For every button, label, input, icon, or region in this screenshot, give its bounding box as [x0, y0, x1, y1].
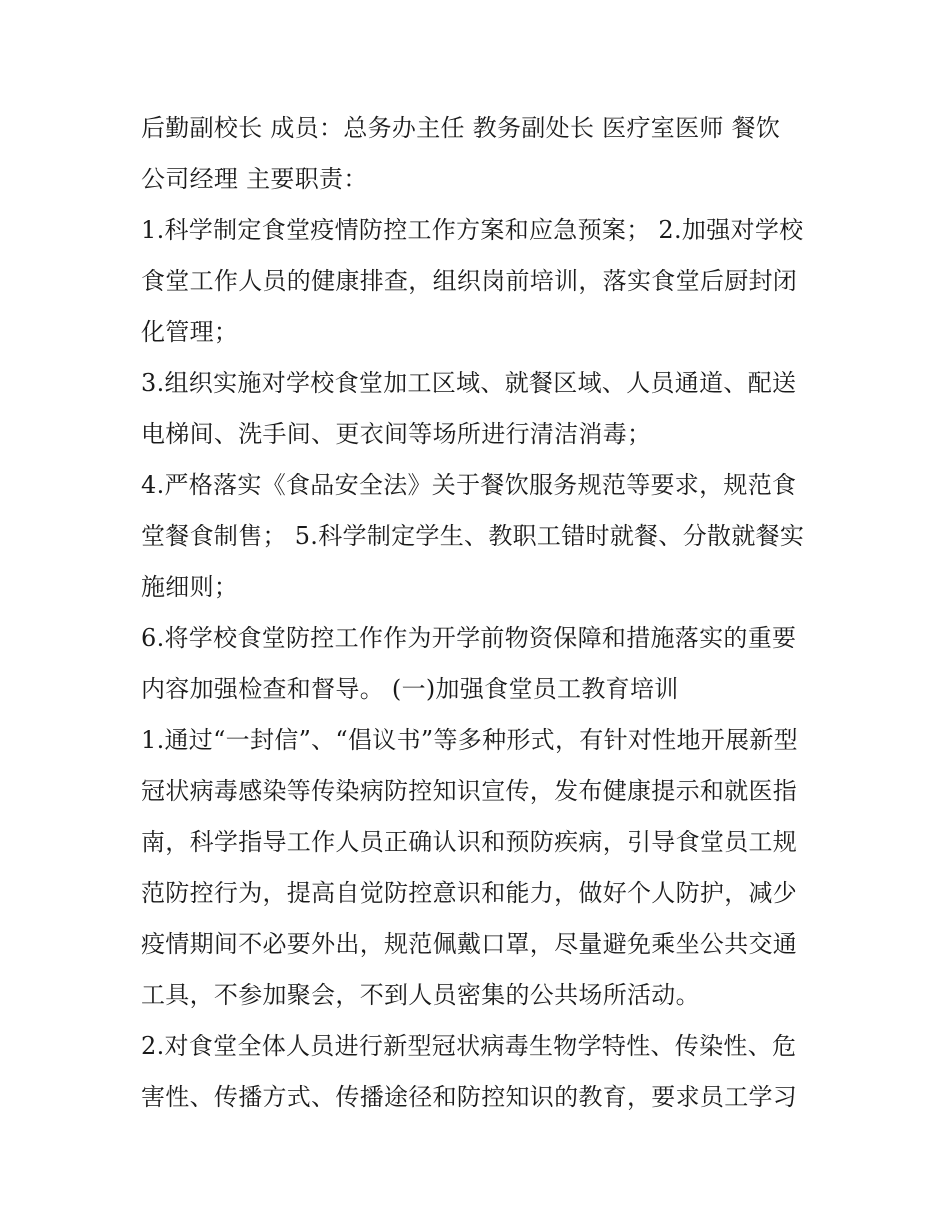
text-line: 3.组织实施对学校食堂加工区域、就餐区域、人员通道、配送	[141, 369, 797, 397]
text-line: 堂餐食制售； 5.科学制定学生、教职工错时就餐、分散就餐实	[141, 522, 805, 550]
text-line: 4.严格落实《食品安全法》关于餐饮服务规范等要求，规范食	[141, 471, 797, 499]
text-line: 食堂工作人员的健康排查，组织岗前培训，落实食堂后厨封闭	[141, 267, 798, 295]
text-line: 工具，不参加聚会，不到人员密集的公共场所活动。	[141, 981, 700, 1009]
text-line: 冠状病毒感染等传染病防控知识宣传，发布健康提示和就医指	[141, 777, 798, 805]
text-line: 疫情期间不必要外出，规范佩戴口罩，尽量避免乘坐公共交通	[141, 930, 798, 958]
text-line: 内容加强检查和督导。 (一)加强食堂员工教育培训	[141, 675, 679, 703]
text-line: 范防控行为，提高自觉防控意识和能力，做好个人防护，减少	[141, 879, 798, 907]
text-line: 化管理；	[141, 318, 239, 346]
document-body	[141, 103, 821, 1123]
text-line: 南，科学指导工作人员正确认识和预防疾病，引导食堂员工规	[141, 828, 798, 856]
text-line: 公司经理 主要职责：	[141, 165, 368, 193]
text-line: 电梯间、洗手间、更衣间等场所进行清洁消毒；	[141, 420, 652, 448]
text-line: 施细则；	[141, 573, 239, 601]
text-line: 1.科学制定食堂疫情防控工作方案和应急预案； 2.加强对学校	[141, 216, 804, 244]
text-line: 2.对食堂全体人员进行新型冠状病毒生物学特性、传染性、危	[141, 1032, 797, 1060]
text-line: 后勤副校长 成员：总务办主任 教务副处长 医疗室医师 餐饮	[141, 114, 781, 142]
text-line: 1.通过“一封信”、“倡议书”等多种形式，有针对性地开展新型	[141, 726, 798, 754]
text-line: 害性、传播方式、传播途径和防控知识的教育，要求员工学习	[141, 1083, 798, 1111]
text-line: 6.将学校食堂防控工作作为开学前物资保障和措施落实的重要	[141, 624, 797, 652]
